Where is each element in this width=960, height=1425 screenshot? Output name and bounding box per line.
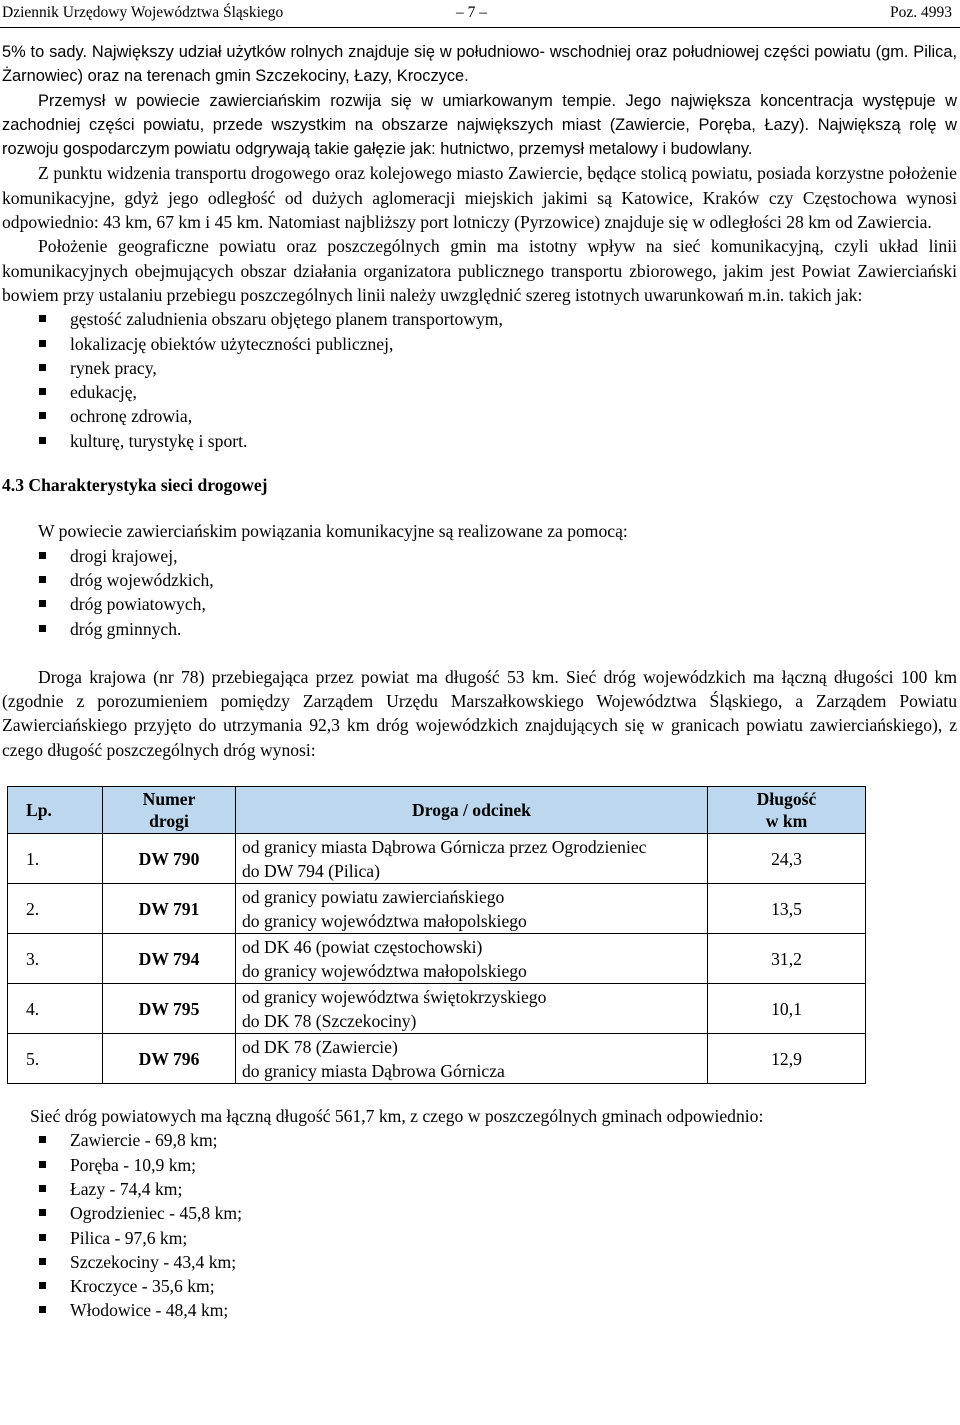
list-item: Kroczyce - 35,6 km; <box>2 1274 957 1298</box>
list-item: Włodowice - 48,4 km; <box>2 1298 957 1322</box>
cell-length: 24,3 <box>708 834 866 884</box>
paragraph-district-roads: Sieć dróg powiatowych ma łączną długość 561,7 km, z czego w poszczególnych gminach odpowiednio: <box>30 1106 764 1127</box>
col-header-segment: Droga / odcinek <box>236 787 708 834</box>
paragraph-industry: Przemysł w powiecie zawierciańskim rozwija się w umiarkowanym tempie. Jego największa koncentracja występuje w zachodniej części powiatu, przede wszystkim na obszarze największych miast (Zawiercie, Poręba, Łazy). Największą rolę w rozwoju gospodarczym powiatu odgrywają takie gałęzie jak: hutnictwo, przemysł metalowy i budowlany. <box>2 91 957 159</box>
cell-lp: 3. <box>8 934 103 984</box>
list-item: Poręba - 10,9 km; <box>2 1153 957 1177</box>
list-item: dróg gminnych. <box>2 617 957 641</box>
list-item: Łazy - 74,4 km; <box>2 1177 957 1201</box>
list-item: Zawiercie - 69,8 km; <box>2 1128 957 1152</box>
cell-road: DW 790 <box>103 834 236 884</box>
paragraph-land-use: 5% to sady. Największy udział użytków rolnych znajduje się w południowo- wschodniej oraz południowej części powiatu (gm. Pilica, Żarnowiec) oraz na terenach gmin Szczekociny, Łazy, Kroczyce. <box>2 43 957 86</box>
voivodeship-roads-table <box>7 786 866 1084</box>
document-body <box>2 40 957 1323</box>
cell-segment: od granicy miasta Dąbrowa Górnicza przez Ogrodzieniec do DW 794 (Pilica) <box>236 834 708 884</box>
position-number: Poz. 4993 <box>890 4 952 21</box>
list-item: Szczekociny - 43,4 km; <box>2 1250 957 1274</box>
list-item: gęstość zaludnienia obszaru objętego planem transportowym, <box>2 307 957 331</box>
list-item: Pilica - 97,6 km; <box>2 1226 957 1250</box>
cell-segment: od granicy powiatu zawierciańskiego do granicy województwa małopolskiego <box>236 884 708 934</box>
cell-length: 31,2 <box>708 934 866 984</box>
cell-road: DW 791 <box>103 884 236 934</box>
factors-list <box>2 307 957 453</box>
table-row <box>8 1034 866 1084</box>
cell-segment: od granicy województwa świętokrzyskiego do DK 78 (Szczekociny) <box>236 984 708 1034</box>
table-row <box>8 884 866 934</box>
col-header-road-number: Numer drogi <box>103 787 236 834</box>
col-header-lp: Lp. <box>8 787 103 834</box>
district-roads-list <box>2 1128 957 1322</box>
list-item: edukację, <box>2 380 957 404</box>
table-row <box>8 834 866 884</box>
list-item: lokalizację obiektów użyteczności publicznej, <box>2 332 957 356</box>
cell-road: DW 795 <box>103 984 236 1034</box>
cell-road: DW 796 <box>103 1034 236 1084</box>
cell-lp: 4. <box>8 984 103 1034</box>
list-item: drogi krajowej, <box>2 544 957 568</box>
paragraph-geography: Położenie geograficzne powiatu oraz poszczególnych gmin ma istotny wpływ na sieć komunikacyjną, czyli układ linii komunikacyjnych obejmujących obszar działania organizatora publicznego transportu zbiorowego, jakim jest Powiat Zawierciański bowiem przy ustalaniu przebiegu poszczególnych linii należy uwzględnić szereg istotnych uwarunkowań m.in. takich jak: <box>2 236 957 305</box>
paragraph-transport: Z punktu widzenia transportu drogowego oraz kolejowego miasto Zawiercie, będące stolicą powiatu, posiada korzystne położenie komunikacyjne, gdyż jego odległość od dużych aglomeracji miejskich jakimi są Katowice, Kraków czy Częstochowa wynosi odpowiednio: 43 km, 67 km i 45 km. Natomiast najbliższy port lotniczy (Pyrzowice) znajduje się w odległości 28 km od Zawiercia. <box>2 163 957 233</box>
list-item: kulturę, turystykę i sport. <box>2 429 957 453</box>
cell-lp: 1. <box>8 834 103 884</box>
cell-lp: 5. <box>8 1034 103 1084</box>
section-intro: W powiecie zawierciańskim powiązania komunikacyjne są realizowane za pomocą: <box>38 521 628 542</box>
paragraph-roads: Droga krajowa (nr 78) przebiegająca przez powiat ma długość 53 km. Sieć dróg wojewódzkich ma łączną długości 100 km (zgodnie z porozumieniem pomiędzy Zarządem Urzędu Marszałkowskiego Województwa Śląskiego, a Zarządem Powiatu Zawierciańskiego przyjęto do utrzymania 92,3 km dróg wojewódzkich znajdujących się w granicach powiatu zawierciańskiego), z czego długość poszczególnych dróg wynosi: <box>2 666 957 760</box>
list-item: dróg powiatowych, <box>2 592 957 616</box>
list-item: rynek pracy, <box>2 356 957 380</box>
cell-length: 13,5 <box>708 884 866 934</box>
cell-road: DW 794 <box>103 934 236 984</box>
col-header-length: Długość w km <box>708 787 866 834</box>
list-item: Ogrodzieniec - 45,8 km; <box>2 1201 957 1225</box>
cell-length: 10,1 <box>708 984 866 1034</box>
journal-title: Dziennik Urzędowy Województwa Śląskiego <box>2 4 284 21</box>
cell-segment: od DK 78 (Zawiercie) do granicy miasta Dąbrowa Górnicza <box>236 1034 708 1084</box>
list-item: dróg wojewódzkich, <box>2 568 957 592</box>
table-row <box>8 934 866 984</box>
list-item: ochronę zdrowia, <box>2 404 957 428</box>
cell-lp: 2. <box>8 884 103 934</box>
road-types-list <box>2 544 957 641</box>
table-header-row <box>8 787 866 834</box>
page-number: – 7 – <box>456 4 487 21</box>
cell-length: 12,9 <box>708 1034 866 1084</box>
cell-segment: od DK 46 (powiat częstochowski) do granicy województwa małopolskiego <box>236 934 708 984</box>
table-row <box>8 984 866 1034</box>
page-header <box>0 0 960 28</box>
section-heading: 4.3 Charakterystyka sieci drogowej <box>2 475 268 496</box>
